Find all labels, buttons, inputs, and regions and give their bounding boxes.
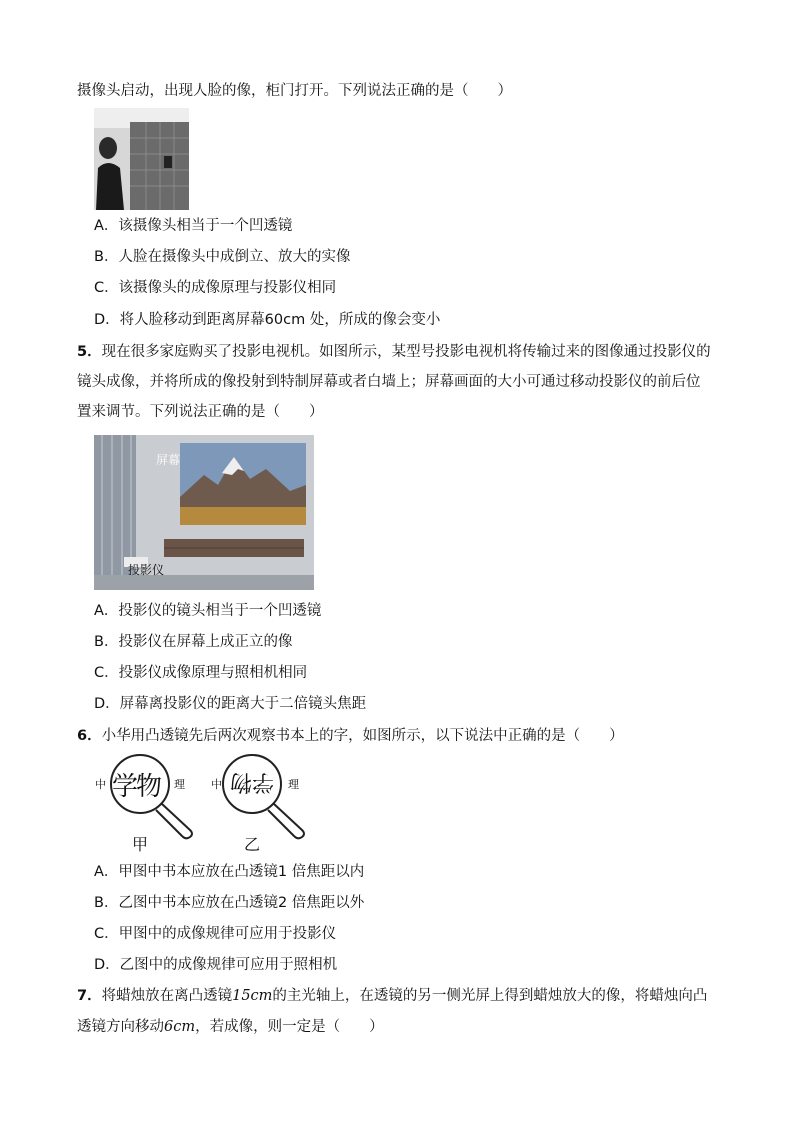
q6-option-c: C．甲图中的成像规律可应用于投影仪 xyxy=(94,926,337,942)
q4-option-a: A．该摄像头相当于一个凹透镜 xyxy=(94,218,293,234)
q4-option-b: B．人脸在摄像头中成倒立、放大的实像 xyxy=(94,249,351,265)
q6-stem: 6．小华用凸透镜先后两次观察书本上的字，如图所示，以下说法中正确的是（ ） xyxy=(77,728,624,744)
q6-option-a: A．甲图中书本应放在凸透镜1 倍焦距以内 xyxy=(94,864,365,880)
q5-stem-line-2: 镜头成像，并将所成的像投射到特制屏幕或者白墙上；屏幕画面的大小可通过移动投影仪的前后位 xyxy=(77,374,701,390)
q7-distance-value: 15cm xyxy=(232,988,273,1004)
locker-camera-photo xyxy=(94,108,189,210)
q5-number: 5． xyxy=(77,344,102,360)
magnifier-figure xyxy=(94,752,324,854)
left-caption: 甲 xyxy=(132,835,149,854)
q7-move-value: 6cm xyxy=(164,1019,196,1035)
q7-number: 7． xyxy=(77,988,102,1004)
q4-option-d: D．将人脸移动到距离屏幕60cm 处，所成的像会变小 xyxy=(94,312,441,328)
projector-tv-photo xyxy=(94,435,314,590)
right-small-char: 中 xyxy=(211,778,222,791)
right-caption: 乙 xyxy=(244,835,261,854)
q7-stem-line-1: 7．将蜡烛放在离凸透镜15cm的主光轴上，在透镜的另一侧光屏上得到蜡烛放大的像，将蜡烛向凸 xyxy=(77,988,708,1004)
q6-option-d: D．乙图中的成像规律可应用于照相机 xyxy=(94,957,338,973)
screen-label: 屏幕 xyxy=(156,453,181,467)
q7-stem-line-2: 透镜方向移动6cm，若成像，则一定是（ ） xyxy=(77,1019,384,1035)
projector-label: 投影仪 xyxy=(128,563,165,577)
q6-number: 6． xyxy=(77,728,102,744)
q5-stem-line-3: 置来调节。下列说法正确的是（ ） xyxy=(77,404,324,420)
q5-stem-line-1: 5．现在很多家庭购买了投影电视机。如图所示，某型号投影电视机将传输过来的图像通过投影仪的 xyxy=(77,344,711,360)
right-right-char: 理 xyxy=(288,778,299,791)
left-magnified-text: 学物 xyxy=(112,772,161,802)
q4-option-c: C．该摄像头的成像原理与投影仪相同 xyxy=(94,280,337,296)
q5-option-b: B．投影仪在屏幕上成正立的像 xyxy=(94,634,293,650)
q5-option-c: C．投影仪成像原理与照相机相同 xyxy=(94,665,308,681)
left-small-char: 中 xyxy=(95,778,106,791)
q5-option-a: A．投影仪的镜头相当于一个凹透镜 xyxy=(94,603,322,619)
q4-stem-tail: 摄像头启动，出现人脸的像，柜门打开。下列说法正确的是（ ） xyxy=(77,83,512,99)
q6-option-b: B．乙图中书本应放在凸透镜2 倍焦距以外 xyxy=(94,895,365,911)
q5-option-d: D．屏幕离投影仪的距离大于二倍镜头焦距 xyxy=(94,696,367,712)
left-right-char: 理 xyxy=(174,778,185,791)
right-inverted-text: 学物 xyxy=(230,769,275,794)
